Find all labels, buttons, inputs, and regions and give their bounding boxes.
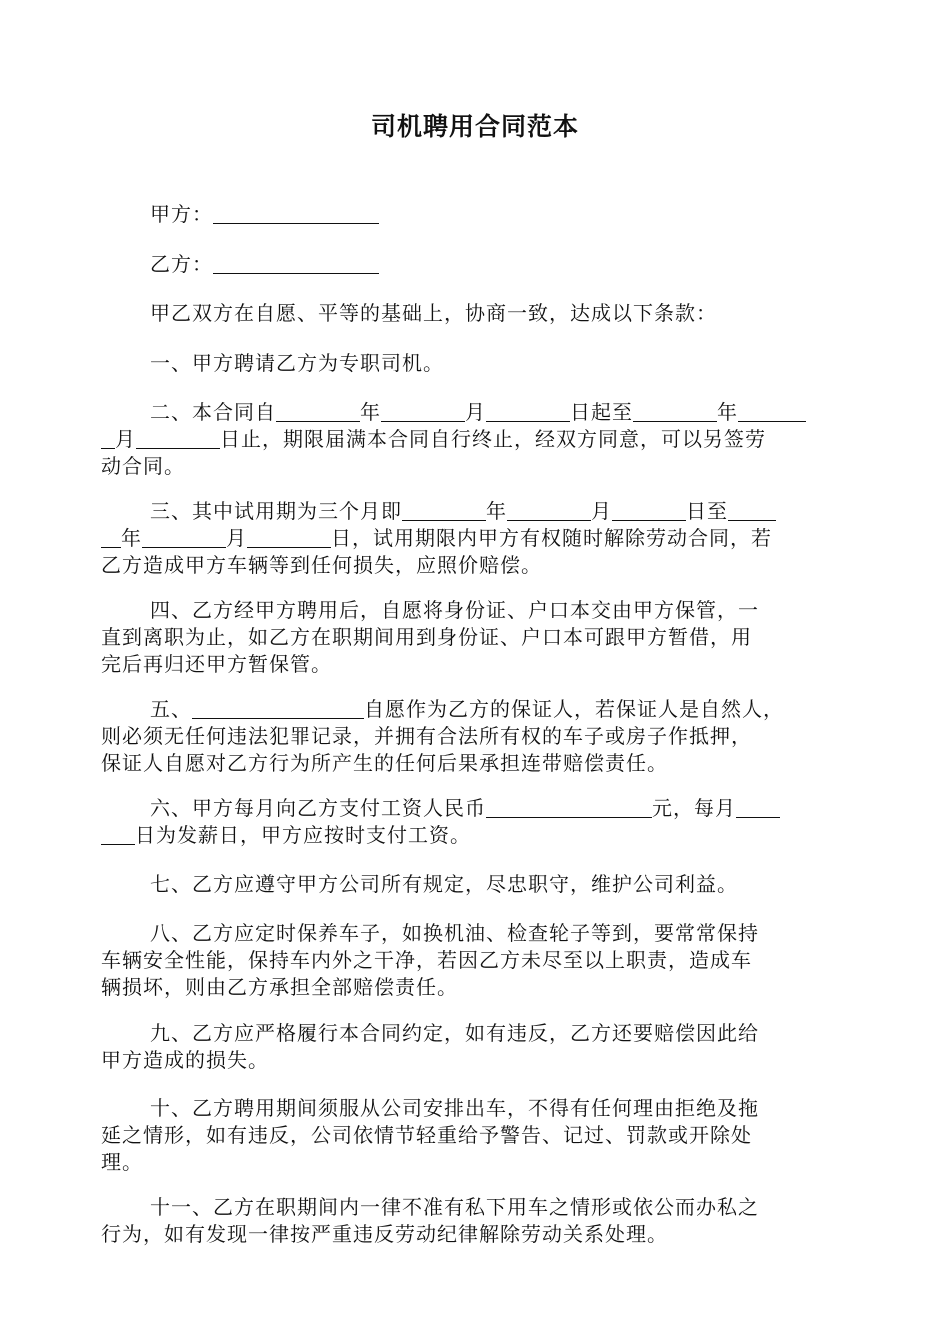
party-b-line — [101, 251, 851, 278]
clause-2-line-3: 动合同。 — [101, 454, 185, 478]
start-year-blank[interactable] — [276, 401, 360, 422]
salary-blank[interactable] — [486, 797, 652, 818]
clause-8-line-3: 辆损坏，则由乙方承担全部赔偿责任。 — [101, 975, 458, 999]
party-a-blank[interactable] — [213, 203, 379, 224]
text: 二、本合同自 — [150, 400, 276, 424]
party-a-label: 甲方： — [150, 202, 213, 226]
clause-9-line-2: 甲方造成的损失。 — [101, 1048, 269, 1072]
start-day-blank[interactable] — [486, 401, 570, 422]
clause-2-line-1 — [101, 399, 851, 426]
clause-11-line-1: 十一、乙方在职期间内一律不准有私下用车之情形或依公而办私之 — [150, 1195, 759, 1219]
end-year-blank[interactable] — [633, 401, 717, 422]
text: 五、 — [150, 697, 192, 721]
text: 三、其中试用期为三个月即 — [150, 499, 402, 523]
payday-blank-a[interactable] — [736, 797, 780, 818]
clause-3-line-3: 乙方造成甲方车辆等到任何损失，应照价赔偿。 — [101, 553, 542, 577]
text: 日，试用期限内甲方有权随时解除劳动合同，若 — [331, 526, 772, 550]
text: 年 — [360, 400, 381, 424]
clause-5-line-3: 保证人自愿对乙方行为所产生的任何后果承担连带赔偿责任。 — [101, 751, 668, 775]
trial-start-year-blank[interactable] — [402, 500, 486, 521]
end-month-blank-b[interactable] — [101, 428, 115, 449]
party-b-blank[interactable] — [213, 253, 379, 274]
clause-9-line-1: 九、乙方应严格履行本合同约定，如有违反，乙方还要赔偿因此给 — [150, 1021, 759, 1045]
clause-8-line-2: 车辆安全性能，保持车内外之干净，若因乙方未尽至以上职责，造成车 — [101, 948, 752, 972]
clause-7: 七、乙方应遵守甲方公司所有规定，尽忠职守，维护公司利益。 — [150, 872, 738, 896]
clause-6-line-1 — [101, 795, 851, 822]
clause-3-line-2 — [101, 525, 851, 552]
text: 月 — [591, 499, 612, 523]
clause-11-line-2: 行为，如有发现一律按严重违反劳动纪律解除劳动关系处理。 — [101, 1222, 668, 1246]
clause-4-line-3: 完后再归还甲方暂保管。 — [101, 652, 332, 676]
trial-start-day-blank[interactable] — [612, 500, 686, 521]
text: 自愿作为乙方的保证人，若保证人是自然人， — [364, 697, 784, 721]
text: 日至 — [686, 499, 728, 523]
text: 六、甲方每月向乙方支付工资人民币 — [150, 796, 486, 820]
clause-2-line-2 — [101, 426, 851, 453]
clause-6-line-2 — [101, 822, 851, 849]
text: 日起至 — [570, 400, 633, 424]
clause-10-line-1: 十、乙方聘用期间须服从公司安排出车，不得有任何理由拒绝及拖 — [150, 1096, 759, 1120]
text: 日为发薪日，甲方应按时支付工资。 — [135, 823, 471, 847]
payday-blank-b[interactable] — [101, 824, 135, 845]
text: 年 — [717, 400, 738, 424]
clause-1: 一、甲方聘请乙方为专职司机。 — [150, 351, 444, 375]
trial-end-year-blank-b[interactable] — [101, 527, 121, 548]
trial-end-month-blank[interactable] — [142, 527, 226, 548]
text: 日止，期限届满本合同自行终止，经双方同意，可以另签劳 — [220, 427, 766, 451]
party-b-label: 乙方： — [150, 252, 213, 276]
party-a-line — [101, 201, 851, 228]
clause-4-line-2: 直到离职为止，如乙方在职期间用到身份证、户口本可跟甲方暂借，用 — [101, 625, 752, 649]
text: 月 — [115, 427, 136, 451]
clause-3-line-1 — [101, 498, 851, 525]
text: 月 — [465, 400, 486, 424]
clause-5-line-2: 则必须无任何违法犯罪记录，并拥有合法所有权的车子或房子作抵押， — [101, 724, 752, 748]
trial-end-day-blank[interactable] — [247, 527, 331, 548]
trial-end-year-blank-a[interactable] — [728, 500, 776, 521]
trial-start-month-blank[interactable] — [507, 500, 591, 521]
intro-paragraph: 甲乙双方在自愿、平等的基础上，协商一致，达成以下条款： — [150, 301, 717, 325]
clause-4-line-1: 四、乙方经甲方聘用后，自愿将身份证、户口本交由甲方保管，一 — [150, 598, 759, 622]
end-day-blank[interactable] — [136, 428, 220, 449]
end-month-blank-a[interactable] — [738, 401, 806, 422]
clause-5-line-1 — [101, 696, 851, 723]
document-title: 司机聘用合同范本 — [370, 112, 579, 141]
text: 月 — [226, 526, 247, 550]
text: 年 — [486, 499, 507, 523]
clause-10-line-3: 理。 — [101, 1150, 143, 1174]
guarantor-blank[interactable] — [192, 698, 364, 719]
text: 元，每月 — [652, 796, 736, 820]
text: 年 — [121, 526, 142, 550]
clause-8-line-1: 八、乙方应定时保养车子，如换机油、检查轮子等到，要常常保持 — [150, 921, 759, 945]
start-month-blank[interactable] — [381, 401, 465, 422]
clause-10-line-2: 延之情形，如有违反，公司依情节轻重给予警告、记过、罚款或开除处 — [101, 1123, 752, 1147]
